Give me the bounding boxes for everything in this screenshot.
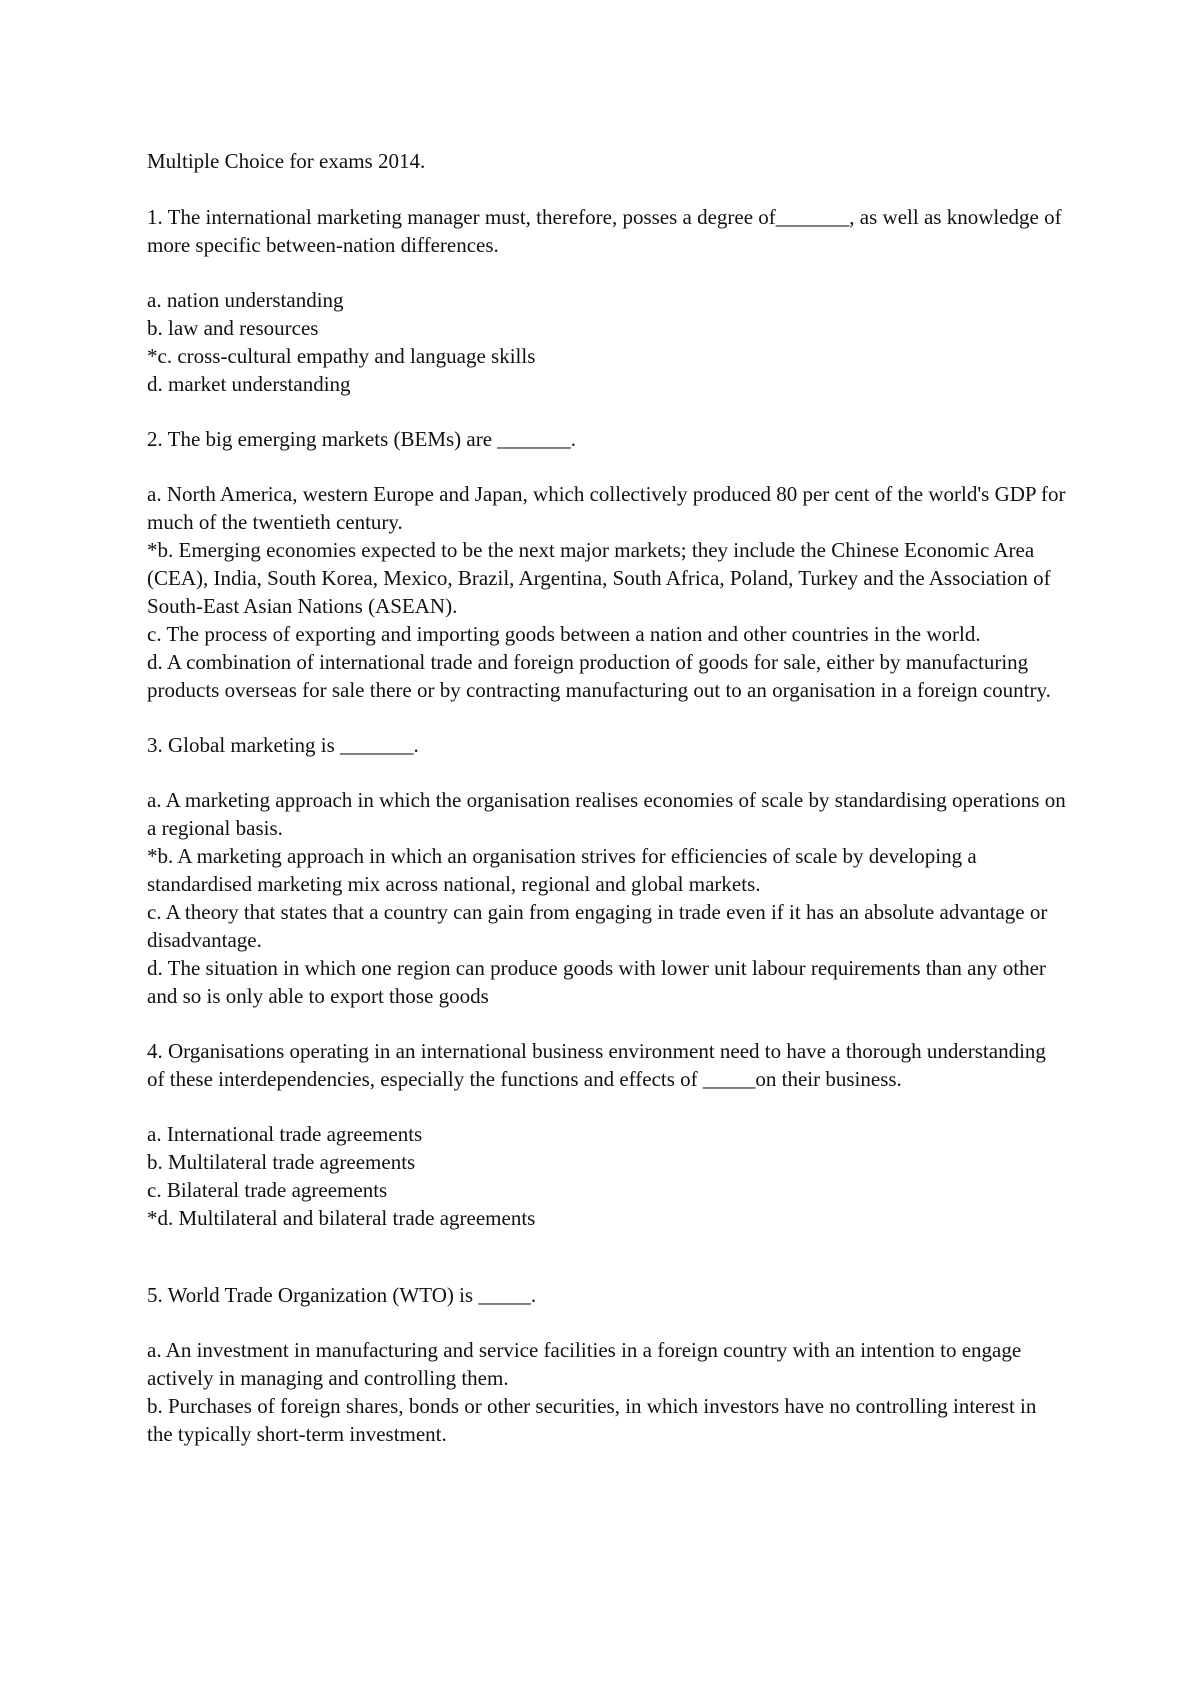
question-3: 3. Global marketing is _______. xyxy=(147,733,419,757)
question-2-options xyxy=(147,480,1067,704)
option-answer: *b. Emerging economies expected to be the next major markets; they include the Chinese Economic Area (CEA), India, South Korea, Mexico, Brazil, Argentina, South Africa, Poland, Turkey and the Association of South-East Asian Nations (ASEAN). xyxy=(147,538,1051,618)
option: a. An investment in manufacturing and service facilities in a foreign country with an intention to engage actively in managing and controlling them. xyxy=(147,1338,1022,1390)
question-1: 1. The international marketing manager must, therefore, posses a degree of_______, as well as knowledge of more specific between-nation differences. xyxy=(147,205,1062,257)
question-2: 2. The big emerging markets (BEMs) are _______. xyxy=(147,427,577,451)
option: c. Bilateral trade agreements xyxy=(147,1178,388,1202)
question-4-options xyxy=(147,1120,1067,1232)
question-5-options xyxy=(147,1336,1067,1448)
question-3-options xyxy=(147,786,1067,1010)
option: c. The process of exporting and importing goods between a nation and other countries in the world. xyxy=(147,622,981,646)
question-1-options xyxy=(147,286,1067,398)
option-answer: *b. A marketing approach in which an organisation strives for efficiencies of scale by developing a standardised marketing mix across national, regional and global markets. xyxy=(147,844,977,896)
option: c. A theory that states that a country can gain from engaging in trade even if it has an absolute advantage or disadvantage. xyxy=(147,900,1048,952)
document-page xyxy=(147,147,1067,1475)
option: a. International trade agreements xyxy=(147,1122,423,1146)
option: a. A marketing approach in which the organisation realises economies of scale by standardising operations on a regional basis. xyxy=(147,788,1066,840)
question-5: 5. World Trade Organization (WTO) is _____. xyxy=(147,1283,537,1307)
option: b. Multilateral trade agreements xyxy=(147,1150,416,1174)
document-title: Multiple Choice for exams 2014. xyxy=(147,149,426,173)
option: a. nation understanding xyxy=(147,288,344,312)
question-4: 4. Organisations operating in an international business environment need to have a thorough understanding of these interdependencies, especially the functions and effects of _____on their business. xyxy=(147,1039,1046,1091)
option: b. law and resources xyxy=(147,316,319,340)
spacer xyxy=(147,1259,1067,1281)
option: d. A combination of international trade and foreign production of goods for sale, either by manufacturing products overseas for sale there or by contracting manufacturing out to an organisation in a foreign country. xyxy=(147,650,1051,702)
option: d. market understanding xyxy=(147,372,351,396)
option-answer: *c. cross-cultural empathy and language skills xyxy=(147,344,536,368)
option: d. The situation in which one region can produce goods with lower unit labour requirements than any other and so is only able to export those goods xyxy=(147,956,1046,1008)
option: a. North America, western Europe and Japan, which collectively produced 80 per cent of the world's GDP for much of the twentieth century. xyxy=(147,482,1066,534)
option: b. Purchases of foreign shares, bonds or other securities, in which investors have no controlling interest in the typically short-term investment. xyxy=(147,1394,1037,1446)
option-answer: *d. Multilateral and bilateral trade agreements xyxy=(147,1206,536,1230)
